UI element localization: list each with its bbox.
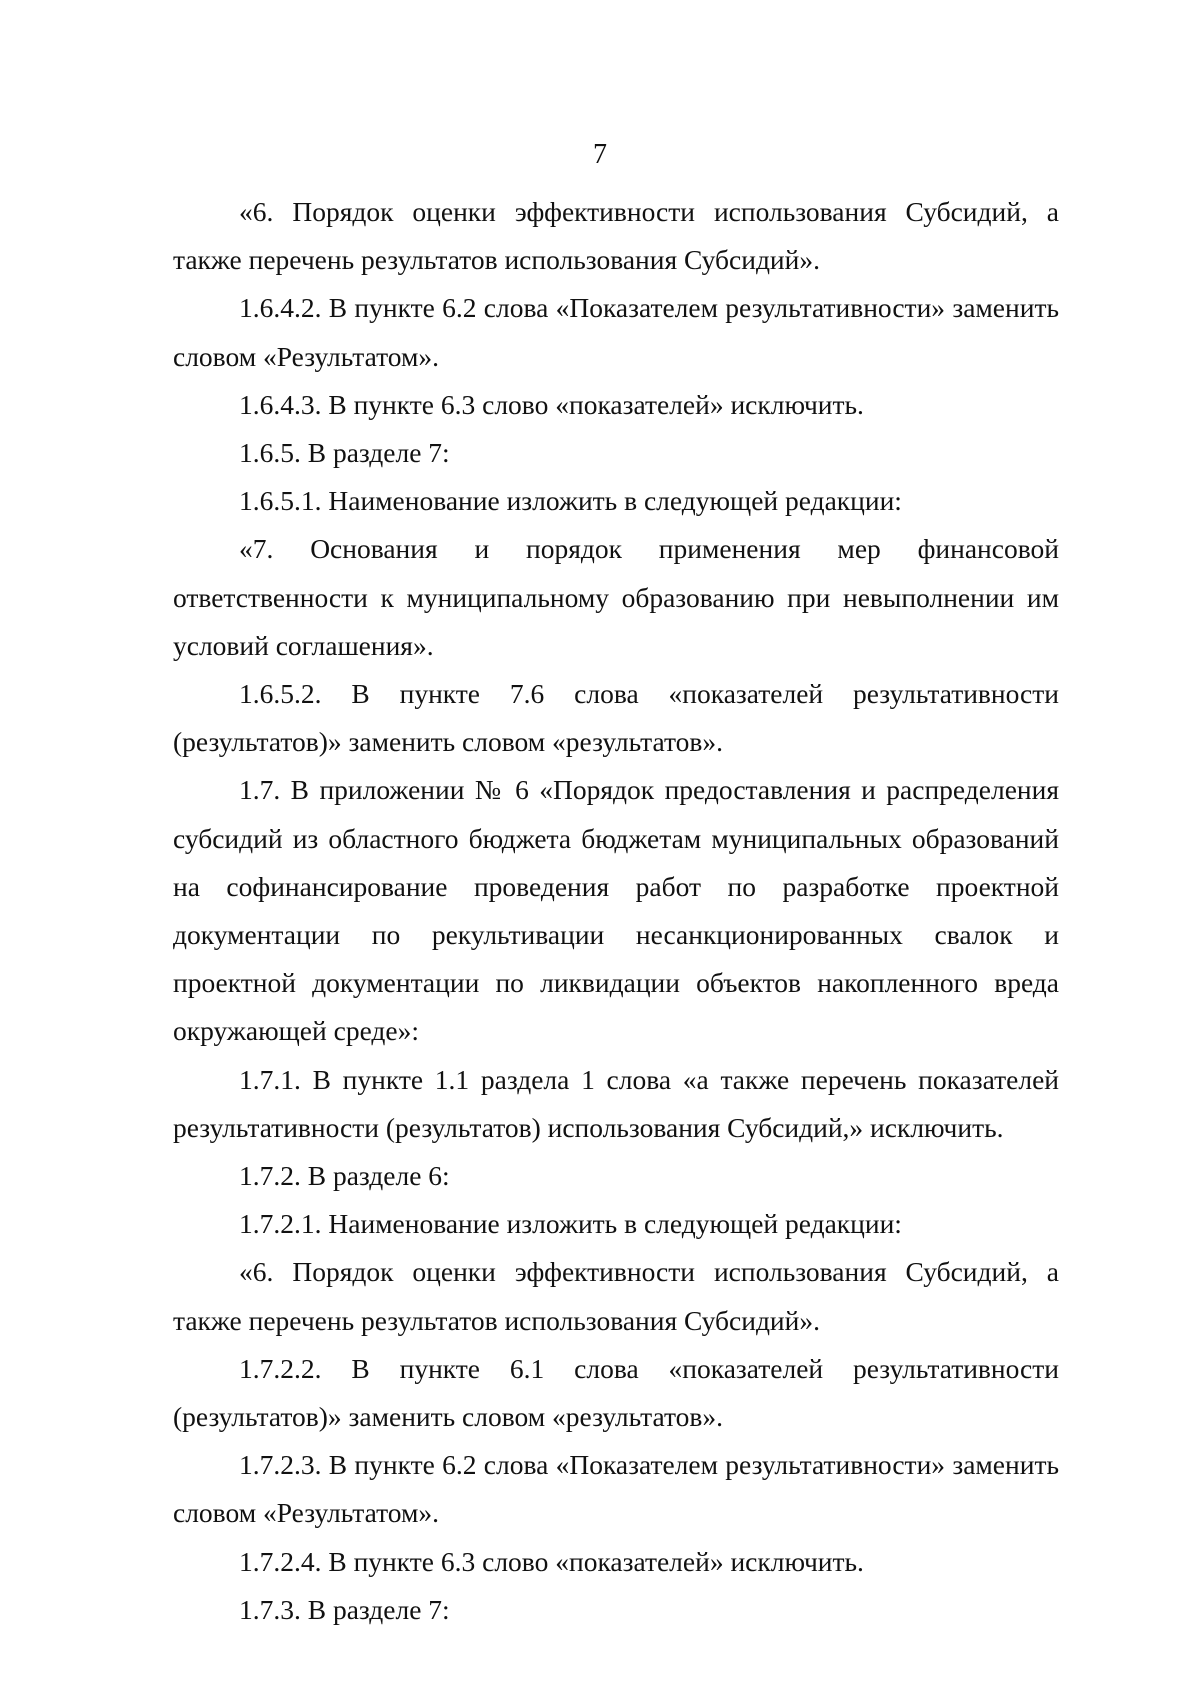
paragraph-1-6-5-1: 1.6.5.1. Наименование изложить в следующей редакции: — [239, 485, 902, 517]
paragraph-1-7-1: 1.7.1. В пункте 1.1 раздела 1 слова «а также перечень показателей результативности (результатов) использования Субсидий,» исключить. — [173, 1063, 1059, 1143]
paragraph-section-6-title-repeat: «6. Порядок оценки эффективности использования Субсидий, а также перечень результатов использования Субсидий». — [173, 1256, 1059, 1336]
paragraph-1-7: 1.7. В приложении № 6 «Порядок предоставления и распределения субсидий из областного бюджета бюджетам муниципальных образований на софинансирование проведения работ по разработке проектной документации по рекультивации несанкционированных свалок и проектной документации по ликвидации объектов накопленного вреда окружающей среде»: — [173, 774, 1059, 1047]
paragraph-1-6-5: 1.6.5. В разделе 7: — [239, 437, 450, 469]
paragraph-1-7-2-1: 1.7.2.1. Наименование изложить в следующей редакции: — [239, 1208, 902, 1240]
document-body — [173, 188, 1059, 1634]
paragraph-1-6-5-2: 1.6.5.2. В пункте 7.6 слова «показателей результативности (результатов)» заменить словом «результатов». — [173, 678, 1059, 758]
paragraph-1-7-3: 1.7.3. В разделе 7: — [239, 1593, 450, 1625]
paragraph-section-6-title: «6. Порядок оценки эффективности использования Субсидий, а также перечень результатов использования Субсидий». — [173, 196, 1059, 276]
paragraph-1-6-4-3: 1.6.4.3. В пункте 6.3 слово «показателей» исключить. — [239, 388, 864, 420]
paragraph-1-7-2-2: 1.7.2.2. В пункте 6.1 слова «показателей результативности (результатов)» заменить словом «результатов». — [173, 1352, 1059, 1433]
paragraph-1-7-2: 1.7.2. В разделе 6: — [239, 1160, 450, 1192]
page-number: 7 — [593, 139, 607, 170]
paragraph-1-6-4-2: 1.6.4.2. В пункте 6.2 слова «Показателем результативности» заменить словом «Результатом». — [173, 292, 1059, 372]
paragraph-1-7-2-4: 1.7.2.4. В пункте 6.3 слово «показателей» исключить. — [239, 1545, 864, 1577]
paragraph-1-7-2-3: 1.7.2.3. В пункте 6.2 слова «Показателем результативности» заменить словом «Результатом». — [173, 1449, 1059, 1529]
paragraph-section-7-title: «7. Основания и порядок применения мер финансовой ответственности к муниципальному образованию при невыполнении им условий соглашения». — [173, 533, 1059, 661]
